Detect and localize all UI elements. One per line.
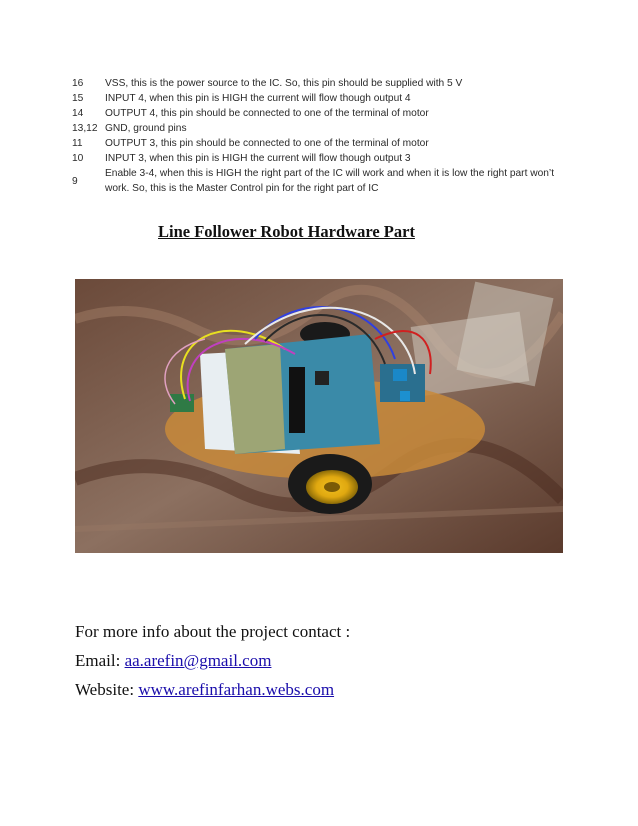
table-row bbox=[72, 151, 562, 166]
table-row bbox=[72, 91, 562, 106]
pin-number: 15 bbox=[72, 93, 84, 104]
pin-description: GND, ground pins bbox=[105, 123, 187, 134]
pin-description: OUTPUT 3, this pin should be connected to one of the terminal of motor bbox=[105, 138, 429, 149]
pin-number: 16 bbox=[72, 78, 84, 89]
website-link[interactable]: www.arefinfarhan.webs.com bbox=[138, 680, 335, 699]
pin-number: 13,12 bbox=[72, 123, 98, 134]
pin-description: VSS, this is the power source to the IC. So, this pin should be supplied with 5 V bbox=[105, 78, 463, 89]
pin-description: INPUT 3, when this pin is HIGH the current will flow though output 3 bbox=[105, 153, 411, 164]
contact-intro: For more info about the project contact : bbox=[75, 622, 351, 641]
email-label: Email: bbox=[75, 651, 121, 670]
pin-number: 10 bbox=[72, 153, 84, 164]
email-link[interactable]: aa.arefin@gmail.com bbox=[124, 651, 272, 670]
table-row bbox=[72, 106, 562, 121]
table-row bbox=[72, 121, 562, 136]
section-title: Line Follower Robot Hardware Part bbox=[158, 222, 415, 241]
robot-photo bbox=[75, 279, 563, 553]
pin-number: 9 bbox=[72, 175, 78, 187]
pin-description: OUTPUT 4, this pin should be connected to one of the terminal of motor bbox=[105, 108, 429, 119]
website-label: Website: bbox=[75, 680, 135, 699]
pin-description: INPUT 4, when this pin is HIGH the current will flow though output 4 bbox=[105, 93, 411, 104]
pin-description: Enable 3-4, when this is HIGH the right part of the IC will work and when it is low the right part won’t work. So, this is the Master Control pin for the right part of IC bbox=[105, 168, 555, 194]
table-row bbox=[72, 76, 562, 91]
pin-number: 11 bbox=[72, 138, 83, 149]
website-line bbox=[75, 680, 334, 700]
table-row bbox=[72, 136, 562, 151]
table-row bbox=[72, 166, 562, 196]
email-line bbox=[75, 651, 271, 671]
pin-number: 14 bbox=[72, 108, 84, 119]
pin-description-table bbox=[72, 76, 562, 196]
